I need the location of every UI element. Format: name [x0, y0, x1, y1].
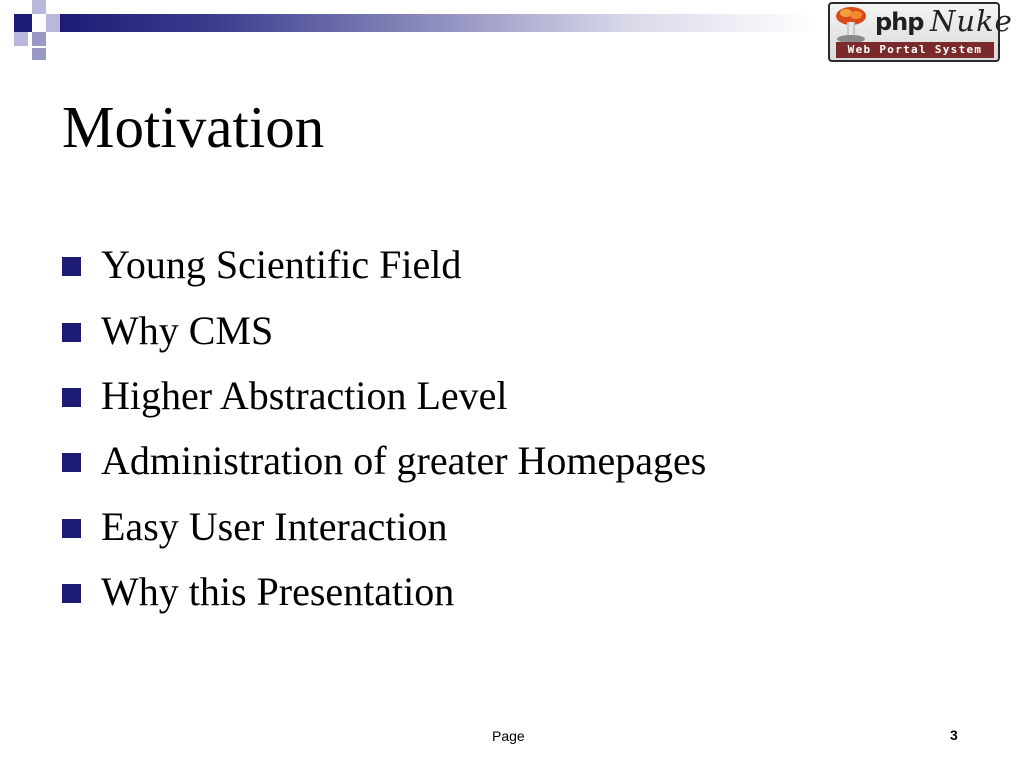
- decoration-square-mid: [32, 32, 46, 46]
- bullet-text: Why CMS: [101, 307, 274, 353]
- square-bullet-icon: [62, 519, 81, 538]
- square-bullet-icon: [62, 257, 81, 276]
- bullet-list: [62, 232, 706, 624]
- phpnuke-logo: [828, 2, 1013, 62]
- header-gradient-bar: [60, 14, 815, 32]
- bullet-item: [62, 428, 706, 493]
- bullet-text: Why this Presentation: [101, 569, 455, 615]
- bullet-item: [62, 494, 706, 559]
- bullet-text: Easy User Interaction: [101, 503, 448, 549]
- bullet-item: [62, 363, 706, 428]
- bullet-text: Administration of greater Homepages: [101, 438, 707, 484]
- decoration-square-light: [32, 0, 46, 14]
- logo-text-php: php: [875, 8, 924, 36]
- decoration-square-dark: [46, 0, 60, 14]
- decoration-square-mid: [32, 48, 46, 60]
- logo-text-nuke: Nuke: [930, 4, 1013, 38]
- bullet-item: [62, 297, 706, 362]
- bullet-text: Young Scientific Field: [101, 242, 462, 288]
- square-bullet-icon: [62, 388, 81, 407]
- slide-title: Motivation: [62, 94, 325, 160]
- square-bullet-icon: [62, 323, 81, 342]
- bullet-item: [62, 559, 706, 624]
- mushroom-cloud-icon: [834, 6, 868, 44]
- square-bullet-icon: [62, 584, 81, 603]
- decoration-square-light: [14, 32, 28, 46]
- decoration-square-light: [46, 14, 60, 32]
- bullet-item: [62, 232, 706, 297]
- square-bullet-icon: [62, 453, 81, 472]
- page-number: 3: [950, 727, 958, 743]
- decoration-square-dark: [14, 14, 32, 32]
- logo-tagline: Web Portal System: [836, 42, 994, 58]
- footer-page-label: Page: [492, 728, 525, 744]
- bullet-text: Higher Abstraction Level: [101, 372, 508, 418]
